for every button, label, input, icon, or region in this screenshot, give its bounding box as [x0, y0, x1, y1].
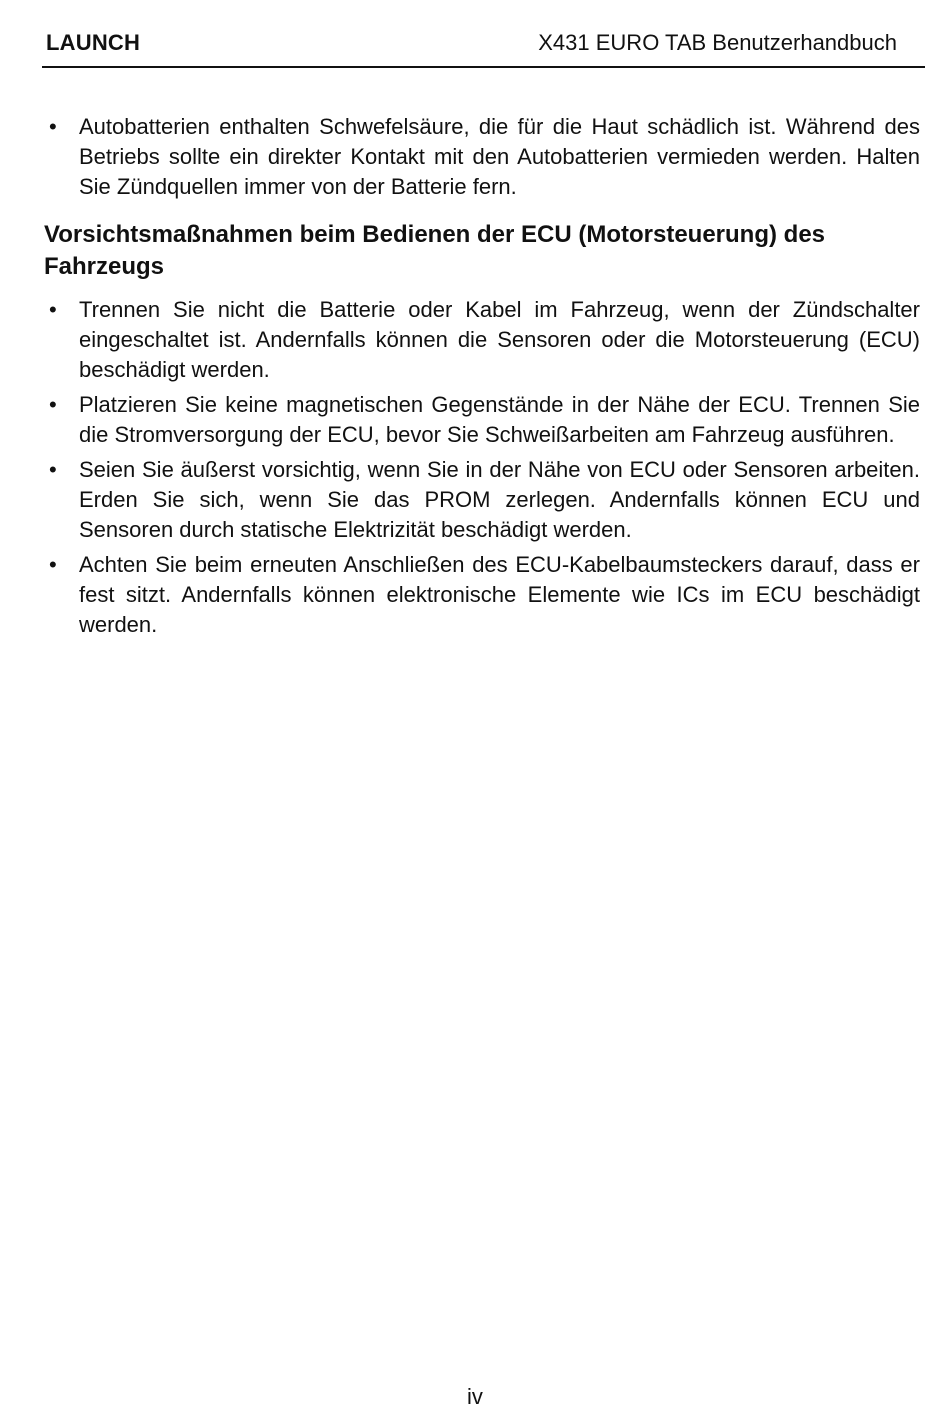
bullet-icon: •	[49, 457, 57, 482]
page-header	[42, 26, 925, 66]
list-item	[44, 550, 920, 640]
list-item	[44, 112, 920, 202]
intro-bullet-list	[44, 112, 920, 202]
list-item	[44, 455, 920, 545]
document-title: X431 EURO TAB Benutzerhandbuch	[538, 30, 897, 55]
section-heading: Vorsichtsmaßnahmen beim Bedienen der ECU (Motorsteuerung) des Fahrzeugs	[44, 221, 826, 280]
page-number: iv	[467, 1384, 483, 1409]
list-item	[44, 295, 920, 385]
list-item-text: Achten Sie beim erneuten Anschließen des ECU-Kabelbaumsteckers darauf, dass er fest sitzt. Andernfalls können elektronische Elemente wie ICs im ECU beschädigt werden.	[79, 552, 920, 637]
bullet-icon: •	[49, 297, 57, 322]
list-item-text: Trennen Sie nicht die Batterie oder Kabel im Fahrzeug, wenn der Zündschalter eingeschaltet ist. Andernfalls können die Sensoren oder die Motorsteuerung (ECU) beschädigt werden.	[79, 297, 920, 382]
list-item-text: Autobatterien enthalten Schwefelsäure, die für die Haut schädlich ist. Während des Betriebs sollte ein direkter Kontakt mit den Autobatterien vermieden werden. Halten Sie Zündquellen immer von der Batterie fern.	[79, 114, 920, 199]
bullet-icon: •	[49, 114, 57, 139]
page-content	[44, 112, 920, 645]
list-item-text: Seien Sie äußerst vorsichtig, wenn Sie in der Nähe von ECU oder Sensoren arbeiten. Erden Sie sich, wenn Sie das PROM zerlegen. Andernfalls können ECU und Sensoren durch statische Elektrizität beschädigt werden.	[79, 457, 920, 542]
bullet-icon: •	[49, 392, 57, 417]
list-item	[44, 390, 920, 450]
brand-name: LAUNCH	[46, 30, 141, 55]
header-divider	[42, 66, 925, 68]
list-item-text: Platzieren Sie keine magnetischen Gegenstände in der Nähe der ECU. Trennen Sie die Stromversorgung der ECU, bevor Sie Schweißarbeiten am Fahrzeug ausführen.	[79, 392, 920, 447]
ecu-bullet-list	[44, 295, 920, 640]
bullet-icon: •	[49, 552, 57, 577]
